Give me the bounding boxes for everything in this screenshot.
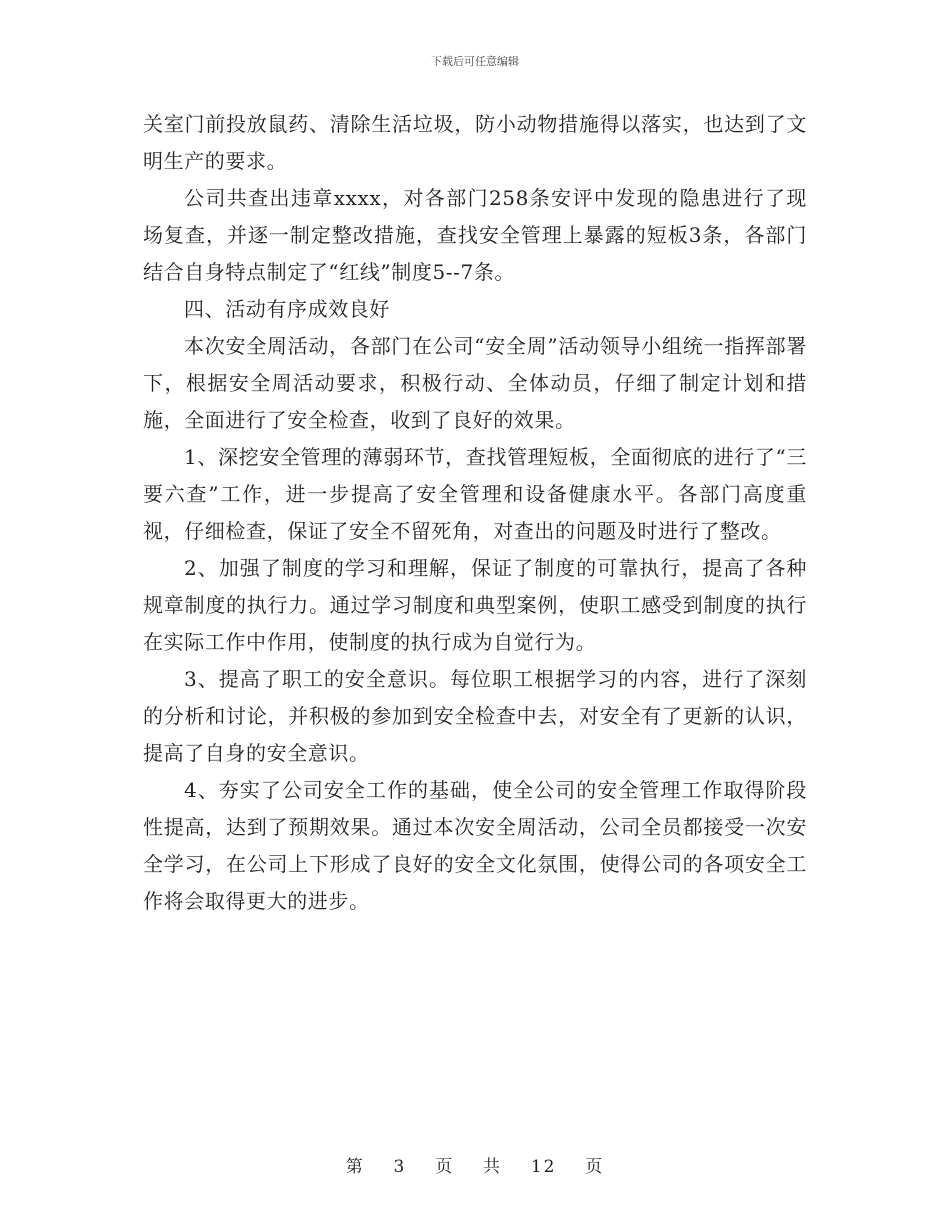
list-item-3: 3、提高了职工的安全意识。每位职工根据学习的内容，进行了深刻的分析和讨论，并积极的参加到安全检查中去，对安全有了更新的认识，提高了自身的安全意识。	[143, 667, 807, 765]
section-heading-4: 四、活动有序成效良好	[184, 297, 390, 321]
paragraph-1: 关室门前投放鼠药、清除生活垃圾，防小动物措施得以落实，也达到了文明生产的要求。	[143, 112, 807, 173]
paragraph-3: 本次安全周活动，各部门在公司“安全周”活动领导小组统一指挥部署下，根据安全周活动要求，积极行动、全体动员，仔细了制定计划和措施，全面进行了安全检查，收到了良好的效果。	[143, 334, 807, 432]
footer-total-label: 共	[483, 1157, 502, 1177]
footer-suffix: 页	[585, 1157, 605, 1177]
page-header: 下载后可任意编辑	[431, 55, 519, 68]
footer-prefix: 第	[345, 1157, 365, 1177]
footer-page-label: 页	[435, 1157, 455, 1177]
list-item-1: 1、深挖安全管理的薄弱环节，查找管理短板，全面彻底的进行了“三要六查”工作，进一步提高了安全管理和设备健康水平。各部门高度重视，仔细检查，保证了安全不留死角，对查出的问题及时进行了整改。	[143, 445, 807, 543]
paragraph-2: 公司共查出违章xxxx，对各部门258条安评中发现的隐患进行了现场复查，并逐一制定整改措施，查找安全管理上暴露的短板3条，各部门结合自身特点制定了“红线”制度5--7条。	[143, 186, 807, 284]
page-footer	[0, 1152, 950, 1177]
footer-page-number: 3	[393, 1157, 407, 1177]
footer-total-pages: 12	[530, 1157, 557, 1177]
document-body	[143, 106, 807, 920]
list-item-2: 2、加强了制度的学习和理解，保证了制度的可靠执行，提高了各种规章制度的执行力。通过学习制度和典型案例，使职工感受到制度的执行在实际工作中作用，使制度的执行成为自觉行为。	[143, 556, 807, 654]
list-item-4: 4、夯实了公司安全工作的基础，使全公司的安全管理工作取得阶段性提高，达到了预期效果。通过本次安全周活动，公司全员都接受一次安全学习，在公司上下形成了良好的安全文化氛围，使得公司的各项安全工作将会取得更大的进步。	[143, 778, 807, 913]
